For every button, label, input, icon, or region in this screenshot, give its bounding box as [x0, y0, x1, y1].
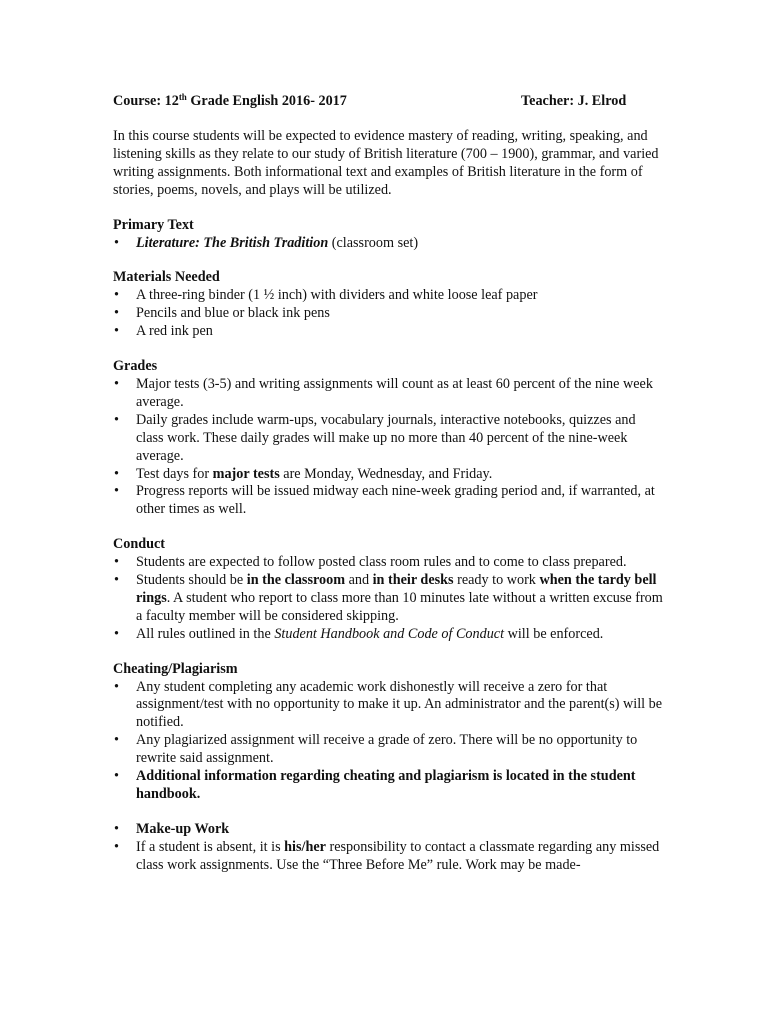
conduct-list — [113, 554, 663, 644]
list-item: • A red ink pen — [114, 323, 213, 340]
course-title: Course: 12th Grade English 2016- 2017 — [113, 92, 347, 109]
makeup-list — [113, 821, 663, 875]
list-item: • Major tests (3-5) and writing assignments will count as at least 60 percent of the nine week average. — [114, 375, 653, 410]
list-item: • Pencils and blue or black ink pens — [114, 305, 330, 322]
list-item: • All rules outlined in the Student Handbook and Code of Conduct will be enforced. — [114, 625, 604, 642]
bullet-icon: • — [114, 732, 119, 749]
materials-list — [113, 287, 663, 341]
list-item: • A three-ring binder (1 ½ inch) with dividers and white loose leaf paper — [114, 287, 538, 304]
bullet-icon: • — [114, 838, 119, 855]
grades-heading: Grades — [113, 358, 158, 375]
bullet-icon: • — [114, 287, 119, 304]
list-item: • Daily grades include warm-ups, vocabulary journals, interactive notebooks, quizzes and class work. These daily grades will make up no more than 40 percent of the nine-week average. — [114, 411, 636, 464]
bullet-icon: • — [114, 554, 119, 571]
bullet-icon: • — [114, 820, 119, 837]
grades-list — [113, 376, 663, 519]
list-item: • Additional information regarding cheating and plagiarism is located in the student handbook. — [114, 768, 636, 802]
syllabus-page — [113, 93, 663, 875]
bullet-icon: • — [114, 625, 119, 642]
materials-heading: Materials Needed — [113, 269, 220, 286]
teacher-name: Teacher: J. Elrod — [521, 93, 627, 109]
bullet-icon: • — [114, 768, 119, 785]
list-item: • Test days for major tests are Monday, Wednesday, and Friday. — [114, 465, 493, 482]
cheating-list — [113, 679, 663, 804]
cheating-heading: Cheating/Plagiarism — [113, 660, 238, 677]
bullet-icon: • — [114, 234, 119, 251]
bullet-icon: • — [114, 305, 119, 322]
list-item: • Any plagiarized assignment will receive a grade of zero. There will be no opportunity to rewrite said assignment. — [114, 732, 638, 767]
primary-text-heading: Primary Text — [113, 216, 194, 233]
makeup-heading: Make-up Work — [136, 820, 230, 837]
bullet-icon: • — [114, 375, 119, 392]
list-item: • Students are expected to follow posted class room rules and to come to class prepared. — [114, 554, 627, 571]
bullet-icon: • — [114, 572, 119, 589]
list-item: • Progress reports will be issued midway each nine-week grading period and, if warranted, at other times as well. — [114, 483, 655, 518]
bullet-icon: • — [114, 465, 119, 482]
course-header — [113, 93, 663, 111]
list-item: • Any student completing any academic work dishonestly will receive a zero for that assignment/test with no opportunity to make it up. An administrator and the parent(s) will be notified. — [114, 678, 663, 731]
textbook-note: (classroom set) — [328, 234, 419, 251]
bullet-icon: • — [114, 483, 119, 500]
bullet-icon: • — [114, 411, 119, 428]
makeup-heading-item — [113, 821, 663, 839]
conduct-heading: Conduct — [113, 536, 166, 553]
bullet-icon: • — [114, 323, 119, 340]
list-item — [113, 235, 663, 253]
list-item: • If a student is absent, it is his/her responsibility to contact a classmate regarding any missed class work assignments. Use the “Three Before Me” rule. Work may be made- — [114, 838, 660, 873]
list-item: • Students should be in the classroom and in their desks ready to work when the tardy bell rings. A student who report to class more than 10 minutes late without a written excuse from a faculty member will be considered skipping. — [114, 572, 663, 624]
bullet-icon: • — [114, 678, 119, 695]
intro-paragraph: In this course students will be expected to evidence mastery of reading, writing, speaking, and listening skills as they relate to our study of British literature (700 – 1900), grammar, and varied writing assignments. Both informational text and examples of British literature in the form of stories, poems, novels, and plays will be utilized. — [113, 128, 659, 198]
textbook-title: Literature: The British Tradition — [136, 234, 329, 251]
primary-text-list — [113, 235, 663, 253]
